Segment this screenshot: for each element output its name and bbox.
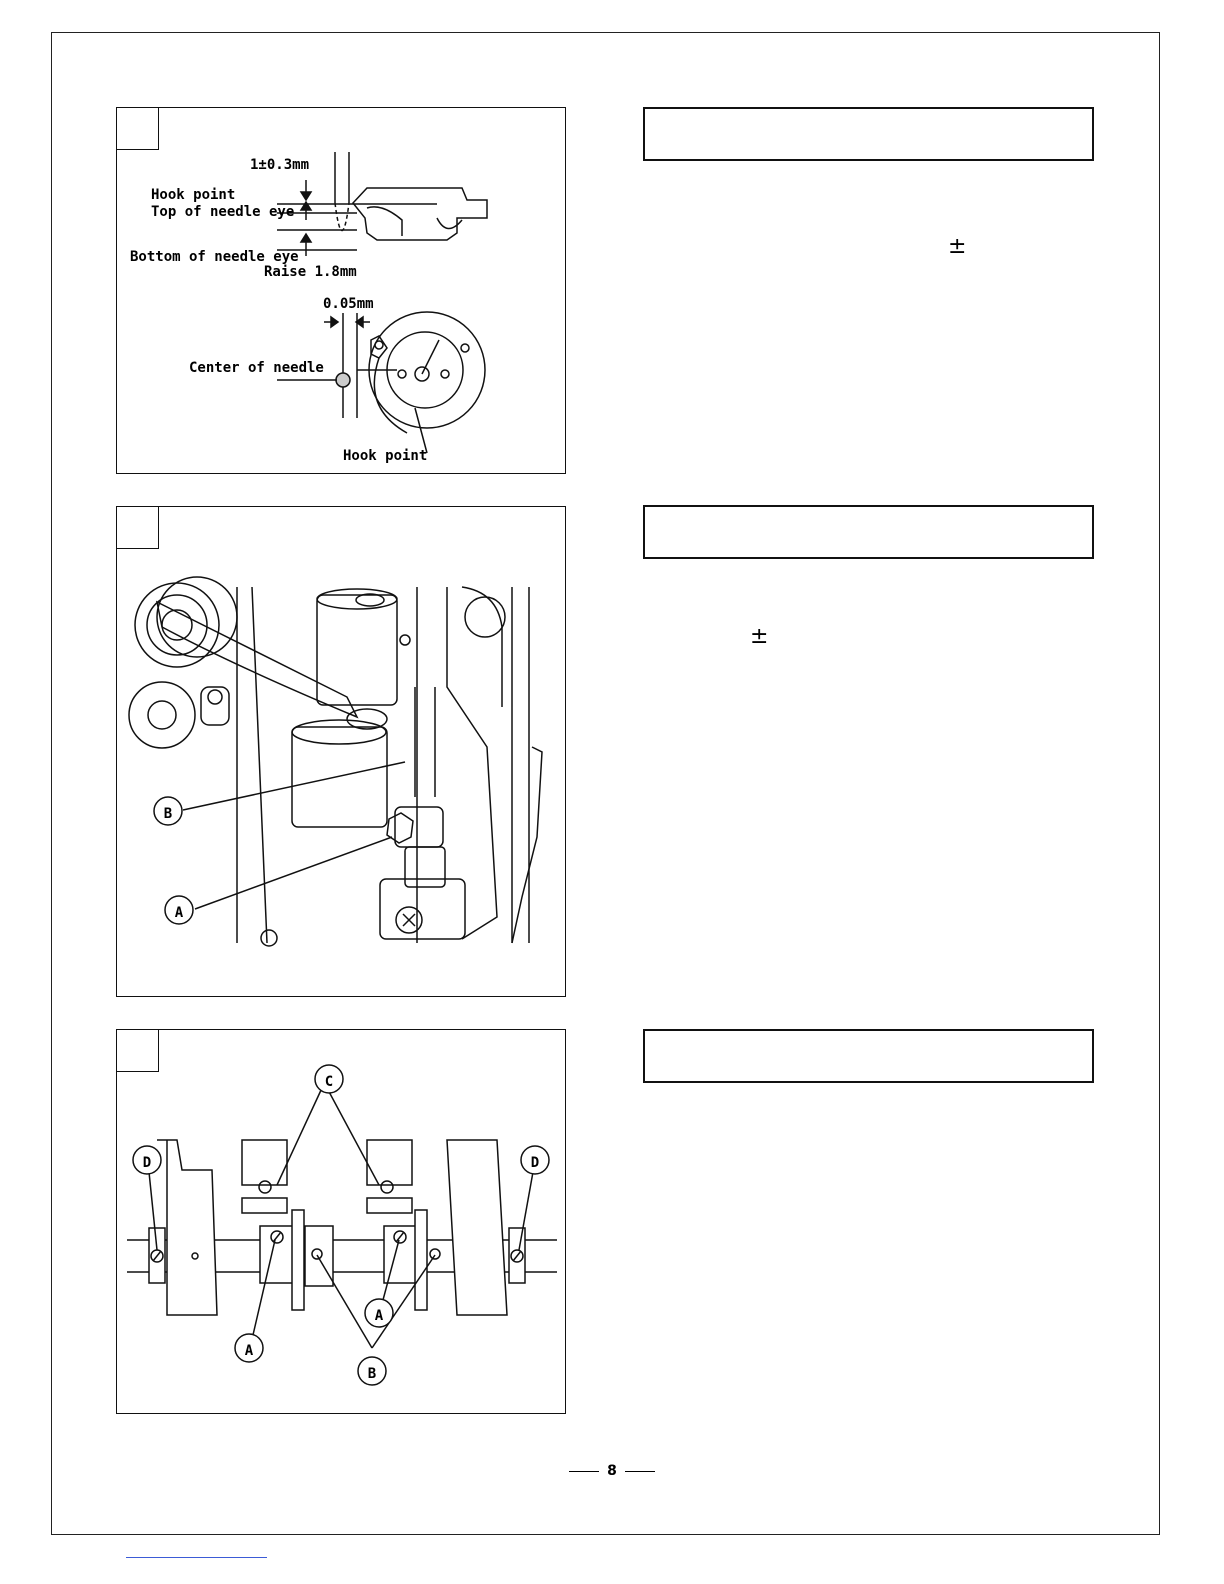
label-hook-point-bottom: Hook point xyxy=(343,448,428,464)
callout-d-left: D xyxy=(142,1155,152,1171)
figure-hook-timing xyxy=(116,107,566,474)
label-hook-point: Hook point xyxy=(151,187,236,203)
callout-a-right: A xyxy=(374,1308,384,1324)
feed-wheels-diagram xyxy=(117,1030,566,1414)
figure-feed-wheels xyxy=(116,1029,566,1414)
section-title-box-1 xyxy=(643,107,1094,161)
label-raise: Raise 1.8mm xyxy=(264,264,357,280)
label-gap: 0.05mm xyxy=(323,296,374,312)
callout-d-right: D xyxy=(530,1155,540,1171)
rule-left xyxy=(569,1471,599,1472)
hook-timing-diagram xyxy=(117,108,566,474)
needle-bar-diagram xyxy=(117,507,566,997)
plus-minus-symbol: ± xyxy=(948,234,967,259)
section-title-box-2 xyxy=(643,505,1094,559)
callout-a: A xyxy=(174,905,184,921)
page-number-text: 8 xyxy=(607,1463,617,1479)
section-title-box-3 xyxy=(643,1029,1094,1083)
footer-link-underline[interactable] xyxy=(126,1557,267,1558)
figure-needle-bar xyxy=(116,506,566,997)
label-tolerance: 1±0.3mm xyxy=(250,157,310,173)
page-number xyxy=(0,1463,1224,1479)
rule-right xyxy=(625,1471,655,1472)
callout-c: C xyxy=(324,1074,334,1090)
plus-minus-symbol: ± xyxy=(750,624,769,649)
label-top-of-needle-eye: Top of needle eye xyxy=(151,204,295,220)
label-bottom-of-needle-eye: Bottom of needle eye xyxy=(130,249,299,265)
callout-b: B xyxy=(367,1366,377,1382)
callout-b: B xyxy=(163,806,173,822)
label-center-of-needle: Center of needle xyxy=(189,360,324,376)
callout-a-left: A xyxy=(244,1343,254,1359)
